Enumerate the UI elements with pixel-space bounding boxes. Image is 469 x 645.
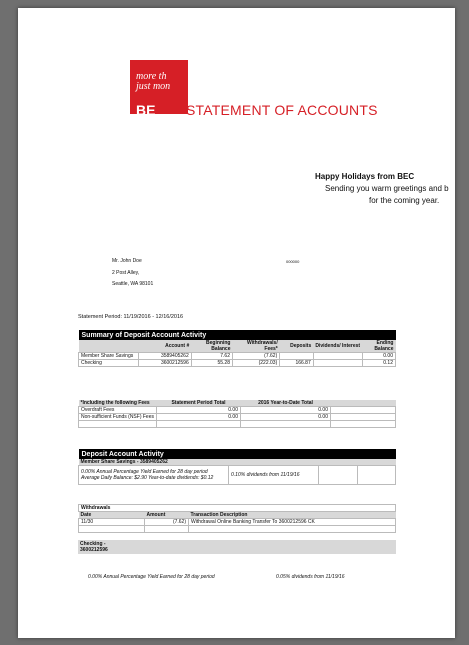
- cell: Non-sufficient Funds (NSF) Fees: [79, 414, 157, 421]
- col-header: [79, 340, 139, 353]
- page-title: STATEMENT OF ACCOUNTS: [186, 102, 378, 118]
- cell: 0.00: [157, 414, 241, 421]
- cell: 11/30: [79, 519, 145, 526]
- bank-logo: [130, 60, 188, 114]
- table-row: [79, 414, 396, 421]
- cell: (222.03): [232, 360, 279, 367]
- col-header: *Including the following Fees: [80, 400, 150, 406]
- table-row: [79, 407, 396, 414]
- withdrawals-heading: Withdrawals: [79, 505, 396, 512]
- greeting-line-2: Sending you warm greetings and b: [325, 184, 449, 193]
- statement-page: [18, 8, 455, 638]
- table-row: [79, 353, 396, 360]
- col-header: 2016 Year-to-Date Total: [258, 400, 313, 406]
- cell: Checking: [79, 360, 139, 367]
- greeting-line-1: Happy Holidays from BEC: [315, 172, 415, 181]
- checking-table: [78, 540, 396, 554]
- footer-apy: 0.00% Annual Percentage Yield Earned for 28 day period: [88, 574, 215, 580]
- activity-heading: Deposit Account Activity: [79, 449, 396, 459]
- fees-table: [78, 400, 396, 428]
- greeting-line-3: for the coming year.: [369, 196, 440, 205]
- cell: 7.62: [191, 353, 232, 360]
- cell: [313, 353, 362, 360]
- cell: 3600212596: [138, 360, 191, 367]
- col-header: Transaction Description: [190, 512, 248, 518]
- savings-info: 0.00% Annual Percentage Yield Earned for 28 day period Average Daily Balance: $2.90 Year-to-date dividends: $0.12: [79, 466, 229, 485]
- cell: Withdrawal Online Banking Transfer To 3600212596 CK: [189, 519, 396, 526]
- cell: 55.28: [191, 360, 232, 367]
- cell: 3589405262: [138, 353, 191, 360]
- cell: 0.12: [362, 360, 395, 367]
- recipient-name: Mr. John Doe: [112, 258, 142, 264]
- logo-text-2: just mon: [136, 81, 171, 92]
- col-header: Deposits: [290, 343, 312, 349]
- activity-table: [78, 449, 396, 485]
- cell: 0.00: [241, 407, 331, 414]
- table-row: [79, 360, 396, 367]
- cell: (7.62): [232, 353, 279, 360]
- savings-label: Member Share Savings - 3589405262: [80, 459, 168, 465]
- col-header: Beginning Balance: [206, 340, 231, 352]
- table-row: [79, 519, 396, 526]
- col-header: Amount: [146, 512, 166, 518]
- col-header: Withdrawals/ Fees*: [246, 340, 278, 352]
- table-row: [79, 466, 396, 485]
- checking-label: Checking - 3600212596: [80, 541, 108, 553]
- col-header: Ending Balance: [374, 340, 394, 352]
- cell: 0.00: [157, 407, 241, 414]
- logo-text-3: BE: [136, 102, 156, 114]
- recipient-city: Seattle, WA 98101: [112, 281, 154, 287]
- cell: 166.87: [280, 360, 314, 367]
- cell: [313, 360, 362, 367]
- cell: Member Share Savings: [79, 353, 139, 360]
- col-header: Account #: [165, 343, 190, 349]
- summary-heading: Summary of Deposit Account Activity: [79, 330, 396, 340]
- cell: Overdraft Fees: [79, 407, 157, 414]
- col-header: Date: [80, 512, 92, 518]
- cell: (7.62): [145, 519, 189, 526]
- col-header: Dividends/ Interest: [315, 343, 361, 349]
- col-header: Statement Period Total: [171, 400, 226, 406]
- cell: 0.00: [241, 414, 331, 421]
- cell: [280, 353, 314, 360]
- logo-text-1: more th: [136, 71, 167, 82]
- summary-table: [78, 330, 396, 367]
- statement-period: Statement Period: 11/19/2016 - 12/16/2016: [78, 314, 184, 320]
- account-code: 000000: [286, 259, 300, 264]
- cell: 0.00: [362, 353, 395, 360]
- footer-dividends: 0.05% dividends from 11/19/16: [276, 574, 345, 580]
- savings-dividends: 0.10% dividends from 11/19/16: [229, 466, 319, 485]
- recipient-street: 2 Post Alley,: [112, 270, 140, 276]
- withdrawals-table: [78, 504, 396, 533]
